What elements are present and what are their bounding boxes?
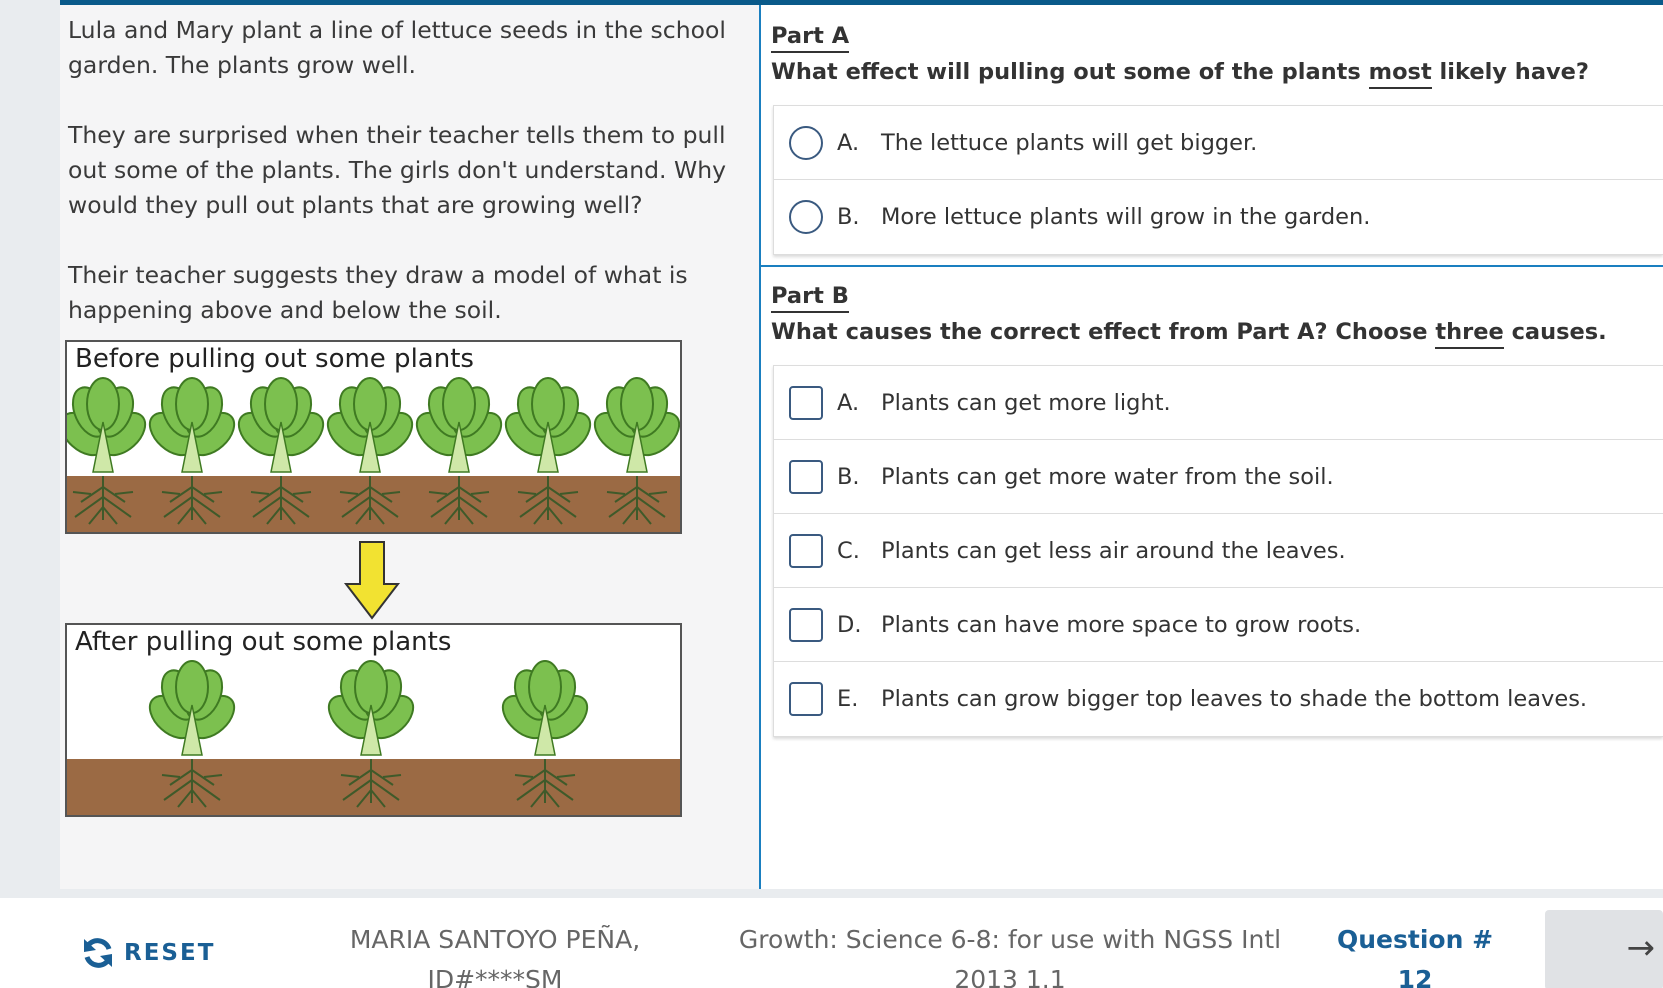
part-b-question-post: causes. (1503, 319, 1607, 345)
figure-before-label: Before pulling out some plants (75, 344, 474, 374)
student-name: MARIA SANTOYO PEÑA, (349, 925, 641, 954)
lettuce-plant (142, 378, 242, 524)
part-a-question-emph: most (1369, 59, 1432, 89)
lettuce-plant (498, 378, 598, 524)
passage-paragraph-2: They are surprised when their teacher tells them to pull out some of the plants. The girls don't understand. Why would they pull out plants that are growing well? (68, 121, 727, 219)
option-text: More lettuce plants will grow in the garden. (881, 204, 1371, 230)
footer-bar (0, 898, 1663, 988)
option-letter: D. (837, 611, 862, 638)
radio-button[interactable] (789, 200, 823, 234)
option-letter: C. (837, 537, 860, 564)
passage-paragraph-1: Lula and Mary plant a line of lettuce seeds in the school garden. The plants grow well. (68, 16, 726, 79)
part-a-option-a[interactable] (774, 106, 1663, 180)
part-a-option-b[interactable] (774, 180, 1663, 254)
checkbox[interactable] (789, 608, 823, 642)
part-a-question (771, 57, 1663, 87)
question-value: 12 (1397, 965, 1433, 988)
option-text: The lettuce plants will get bigger. (881, 129, 1258, 156)
part-b-question (771, 317, 1663, 347)
part-b-options (773, 365, 1663, 737)
option-text: Plants can get less air around the leaves. (881, 537, 1346, 564)
passage-paragraph-3: Their teacher suggests they draw a model of what is happening above and below the soil. (68, 261, 688, 324)
lettuce-plant (587, 378, 680, 524)
option-letter: A. (837, 129, 860, 156)
lettuce-plant (320, 378, 420, 524)
arrow-right-icon: → (1626, 928, 1655, 968)
next-button[interactable] (1545, 910, 1663, 988)
part-b (761, 267, 1663, 737)
figure-after (65, 623, 682, 817)
part-a (761, 5, 1663, 255)
course-info (720, 920, 1300, 988)
student-info (310, 920, 680, 988)
lettuce-plant (409, 378, 509, 524)
lettuce-plant (67, 378, 153, 524)
question-number (1320, 920, 1510, 988)
checkbox[interactable] (789, 460, 823, 494)
reset-label: RESET (124, 940, 216, 966)
checkbox[interactable] (789, 682, 823, 716)
part-b-option-c[interactable] (774, 514, 1663, 588)
radio-button[interactable] (789, 126, 823, 160)
passage-panel (60, 5, 760, 889)
option-text: Plants can have more space to grow roots. (881, 611, 1362, 638)
part-b-option-a[interactable] (774, 366, 1663, 440)
after-plants-drawing (67, 625, 680, 815)
option-text: Plants can grow bigger top leaves to shade the bottom leaves. (881, 686, 1588, 712)
option-text: Plants can get more light. (881, 389, 1171, 416)
option-letter: B. (837, 463, 860, 490)
option-letter: A. (837, 389, 860, 416)
question-label: Question # (1336, 925, 1494, 954)
lettuce-plant (231, 378, 331, 524)
option-letter: E. (837, 686, 859, 712)
before-plants-drawing (67, 342, 680, 532)
option-text: Plants can get more water from the soil. (881, 463, 1334, 490)
part-b-question-emph: three (1435, 319, 1503, 349)
part-b-title: Part B (771, 281, 849, 313)
option-letter: B. (837, 204, 860, 230)
course-line-2: 2013 1.1 (954, 965, 1066, 988)
down-arrow-icon (342, 540, 402, 622)
part-a-question-post: likely have? (1431, 59, 1589, 85)
student-id: ID#****SM (427, 965, 563, 988)
checkbox[interactable] (789, 534, 823, 568)
lettuce-plant (495, 661, 595, 807)
reset-button[interactable] (80, 935, 215, 971)
part-a-options (773, 105, 1663, 255)
part-b-option-e[interactable] (774, 662, 1663, 736)
part-b-question-pre: What causes the correct effect from Part A? Choose (771, 319, 1436, 345)
part-b-option-b[interactable] (774, 440, 1663, 514)
questions-panel (761, 5, 1663, 889)
part-a-title: Part A (771, 21, 849, 53)
lettuce-plant (321, 661, 421, 807)
part-b-option-d[interactable] (774, 588, 1663, 662)
figure-before (65, 340, 682, 534)
refresh-icon (80, 935, 116, 971)
checkbox[interactable] (789, 386, 823, 420)
part-a-question-pre: What effect will pulling out some of the plants (771, 59, 1369, 85)
figure-after-label: After pulling out some plants (75, 627, 452, 657)
course-line-1: Growth: Science 6-8: for use with NGSS Intl (738, 925, 1282, 954)
lettuce-plant (142, 661, 242, 807)
